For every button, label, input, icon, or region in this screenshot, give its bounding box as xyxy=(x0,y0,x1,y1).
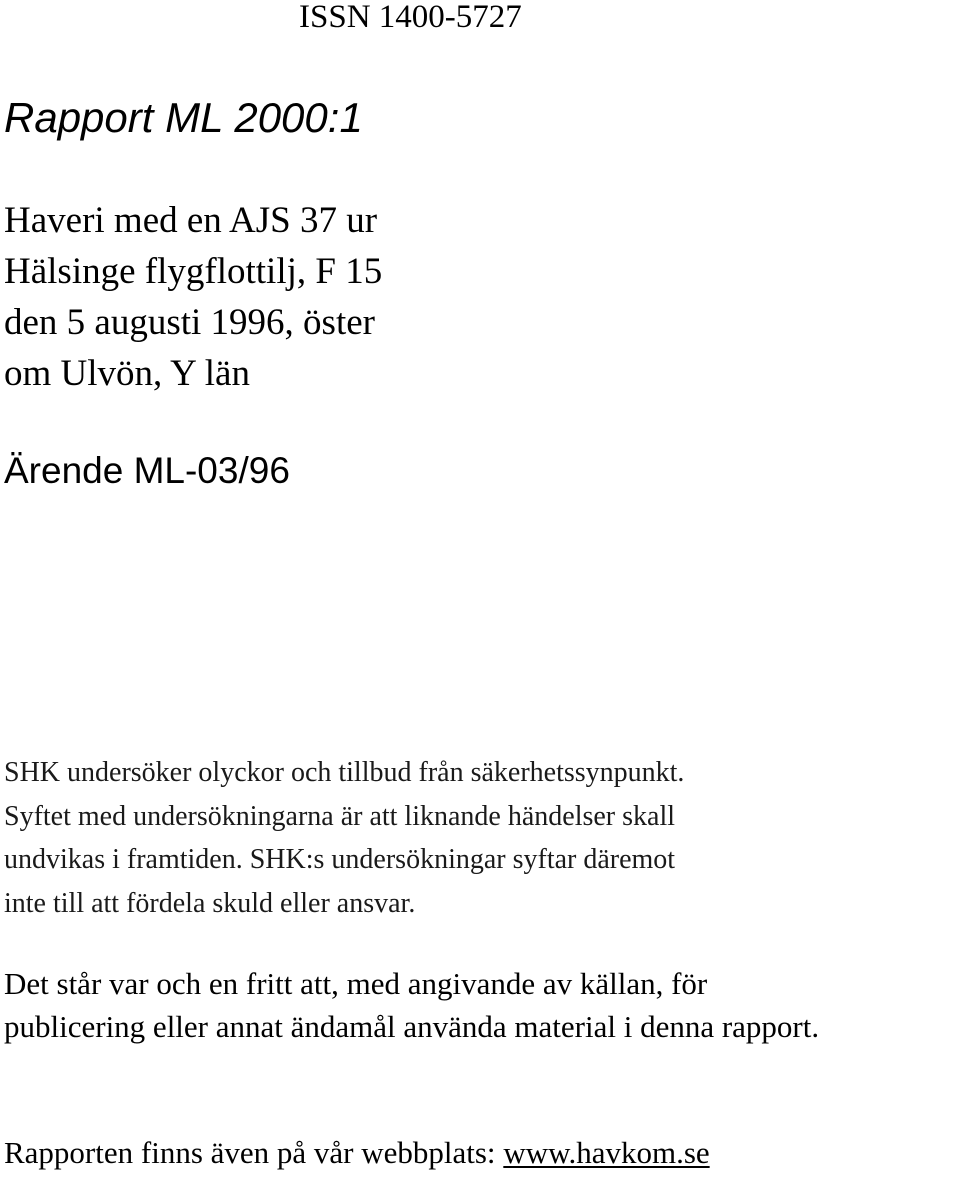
paragraph-line: Syftet med undersökningarna är att liknande händelser skall xyxy=(4,800,676,832)
website-notice-text: Rapporten finns även på vår webbplats: xyxy=(4,1135,504,1170)
headline-line: Haveri med en AJS 37 ur xyxy=(4,200,378,241)
issn-number: ISSN 1400-5727 xyxy=(299,0,522,35)
paragraph-line: undvikas i framtiden. SHK:s undersökningar syftar däremot xyxy=(4,844,676,875)
paragraph-line: SHK undersöker olyckor och tillbud från säkerhetssynpunkt. xyxy=(4,757,685,788)
report-title: Rapport ML 2000:1 xyxy=(4,94,363,141)
paragraph-line: publicering eller annat ändamål använda material i denna rapport. xyxy=(4,1009,820,1044)
paragraph-line: inte till att fördela skuld eller ansvar. xyxy=(4,887,416,919)
website-link[interactable]: www.havkom.se xyxy=(503,1135,710,1170)
report-headline xyxy=(4,195,382,399)
headline-line: den 5 augusti 1996, öster xyxy=(4,302,375,343)
website-notice xyxy=(4,1133,710,1173)
paragraph-line: Det står var och en fritt att, med angivande av källan, för xyxy=(4,966,708,1001)
usage-paragraph xyxy=(4,962,819,1048)
case-number: Ärende ML-03/96 xyxy=(4,450,290,491)
headline-line: Hälsinge flygflottilj, F 15 xyxy=(4,251,383,292)
headline-line: om Ulvön, Y län xyxy=(4,353,250,394)
purpose-paragraph xyxy=(4,751,684,925)
